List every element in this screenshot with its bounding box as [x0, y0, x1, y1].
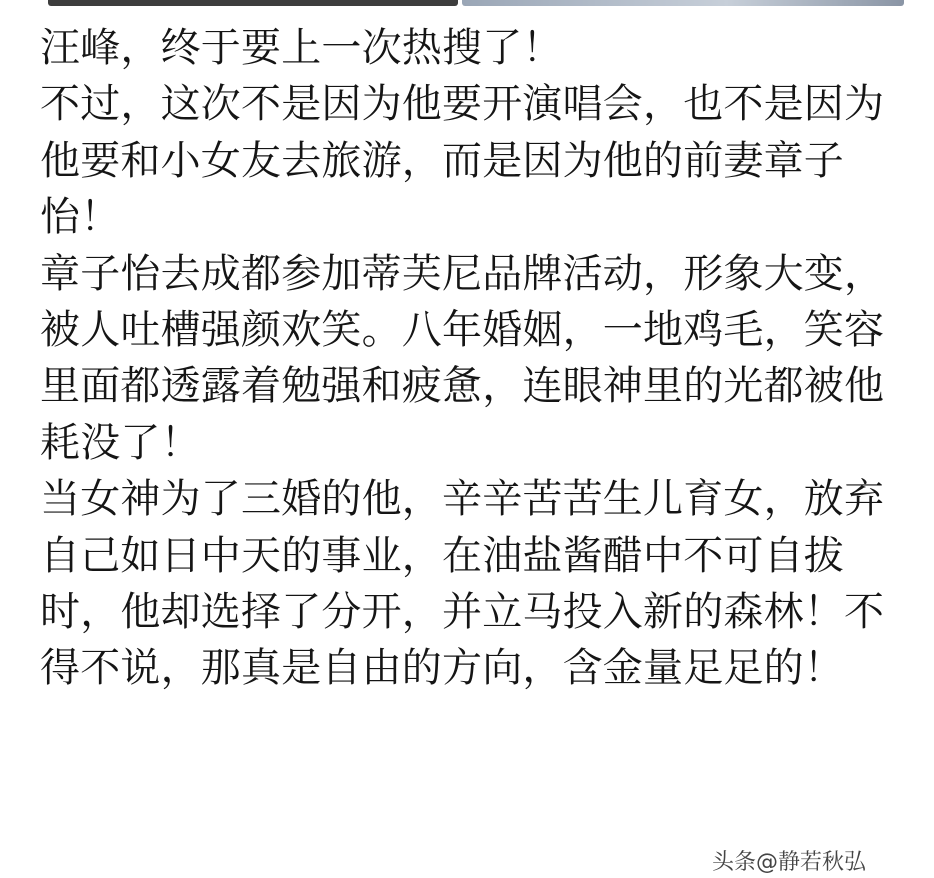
paragraph-2: 不过，这次不是因为他要开演唱会，也不是因为他要和小女友去旅游，而是因为他的前妻章子怡！	[40, 81, 885, 241]
paragraph-1: 汪峰，终于要上一次热搜了！	[40, 25, 563, 71]
image-edge-right	[462, 0, 904, 6]
author-watermark: 头条@静若秋弘	[712, 850, 867, 875]
previous-image-edge	[0, 0, 934, 6]
post-text	[40, 20, 900, 697]
image-edge-left	[48, 0, 458, 6]
paragraph-3: 章子怡去成都参加蒂芙尼品牌活动，形象大变，被人吐槽强颜欢笑。八年婚姻，一地鸡毛，笑容里面都透露着勉强和疲惫，连眼神里的光都被他耗没了！	[40, 250, 885, 466]
paragraph-4: 当女神为了三婚的他，辛辛苦苦生儿育女，放弃自己如日中天的事业，在油盐酱醋中不可自拔时，他却选择了分开，并立马投入新的森林！不得不说，那真是自由的方向，含金量足足的！	[40, 476, 885, 692]
